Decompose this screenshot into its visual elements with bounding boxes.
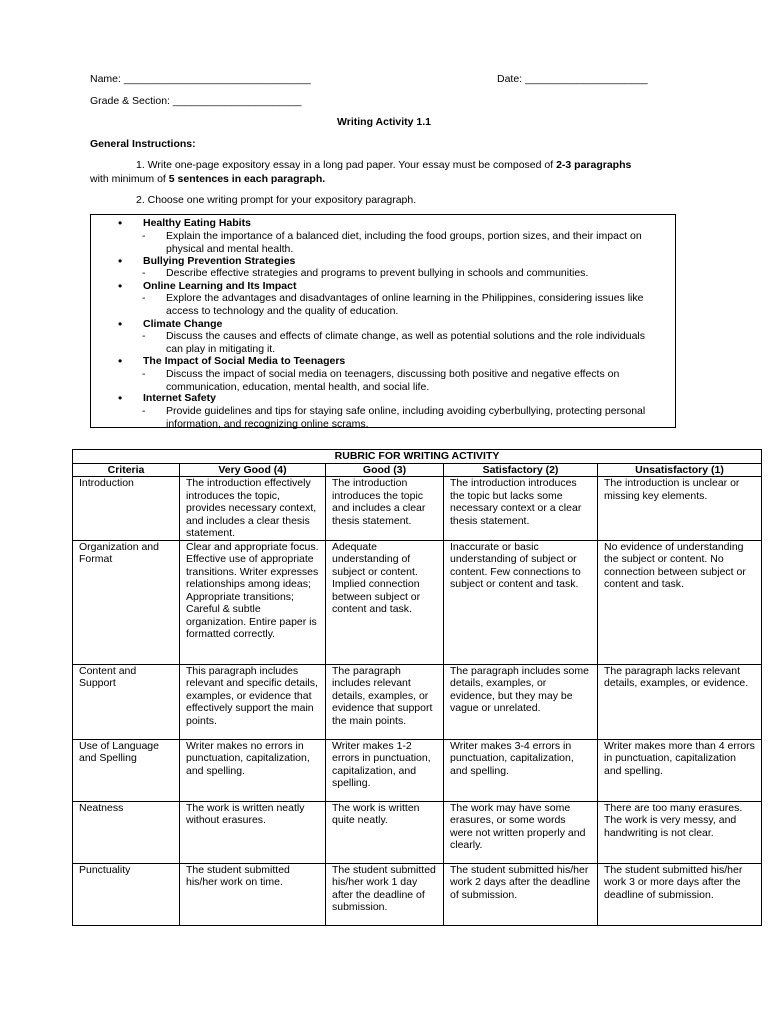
bullet-icon: • xyxy=(118,354,123,368)
table-row xyxy=(73,540,762,664)
name-field[interactable] xyxy=(90,73,311,86)
table-cell: The work is written quite neatly. xyxy=(326,801,444,863)
instruction-1-paragraphs: 2-3 paragraphs xyxy=(556,159,632,171)
prompt-description: Discuss the impact of social media on teenagers, discussing both positive and negative effects on communication, education, mental health, and social life. xyxy=(166,368,620,393)
bullet-icon: • xyxy=(118,254,123,268)
date-field[interactable] xyxy=(497,73,648,86)
table-cell: The paragraph lacks relevant details, examples, or evidence. xyxy=(598,664,762,739)
criteria-cell: Punctuality xyxy=(73,863,180,925)
grade-section-field[interactable] xyxy=(90,95,301,108)
table-cell: The introduction introduces the topic and includes a clear thesis statement. xyxy=(326,477,444,541)
table-cell: Adequate understanding of subject or content. Implied connection between subject or content and task. xyxy=(326,540,444,664)
page-title: Writing Activity 1.1 xyxy=(337,116,431,128)
dash-icon: - xyxy=(142,267,146,279)
dash-icon: - xyxy=(142,330,146,342)
dash-icon: - xyxy=(142,292,146,304)
rubric-title: RUBRIC FOR WRITING ACTIVITY xyxy=(73,450,762,464)
prompt-description: Explore the advantages and disadvantages of online learning in the Philippines, considering issues like access to technology and the quality of education. xyxy=(166,292,644,317)
prompt-description: Describe effective strategies and programs to prevent bullying in schools and communities. xyxy=(166,267,589,279)
name-line[interactable]: ________________________________ xyxy=(123,73,311,85)
table-cell: Writer makes more than 4 errors in punctuation, capitalization and spelling. xyxy=(598,739,762,801)
rubric-table xyxy=(72,449,762,926)
instruction-1-sentences: 5 sentences in each paragraph. xyxy=(168,173,326,185)
bullet-icon: • xyxy=(118,317,123,331)
grade-section-label: Grade & Section: xyxy=(90,95,173,107)
table-cell: Writer makes no errors in punctuation, capitalization, and spelling. xyxy=(180,739,326,801)
table-cell: The paragraph includes relevant details, examples, or evidence that support the main points. xyxy=(326,664,444,739)
table-cell: The work is written neatly without erasures. xyxy=(180,801,326,863)
instruction-1-cont-text: with minimum of xyxy=(90,173,169,185)
table-cell: The student submitted his/her work 3 or more days after the deadline of submission. xyxy=(598,863,762,925)
column-header: Satisfactory (2) xyxy=(444,463,598,477)
column-header: Criteria xyxy=(73,463,180,477)
table-cell: Inaccurate or basic understanding of subject or content. Few connections to subject or content and task. xyxy=(444,540,598,664)
criteria-cell: Use of Language and Spelling xyxy=(73,739,180,801)
bullet-icon: • xyxy=(118,216,123,230)
dash-icon: - xyxy=(142,368,146,380)
prompt-topic: Bullying Prevention Strategies xyxy=(143,255,296,267)
table-cell: No evidence of understanding the subject or content. No connection between subject or content and task. xyxy=(598,540,762,664)
date-label: Date: xyxy=(497,73,526,85)
prompt-description: Explain the importance of a balanced diet, including the food groups, portion sizes, and their impact on physical and mental health. xyxy=(166,230,642,255)
table-cell: This paragraph includes relevant and specific details, examples, or evidence that effectively support the main points. xyxy=(180,664,326,739)
prompt-topic: The Impact of Social Media to Teenagers xyxy=(143,355,346,367)
table-row xyxy=(73,664,762,739)
instruction-item-1 xyxy=(136,159,631,172)
column-header: Good (3) xyxy=(326,463,444,477)
criteria-cell: Neatness xyxy=(73,801,180,863)
instruction-item-2: 2. Choose one writing prompt for your expository paragraph. xyxy=(136,194,417,206)
table-row xyxy=(73,801,762,863)
table-cell: Writer makes 1-2 errors in punctuation, capitalization, and spelling. xyxy=(326,739,444,801)
criteria-cell: Organization and Format xyxy=(73,540,180,664)
table-cell: The work may have some erasures, or some words were not written properly and clearly. xyxy=(444,801,598,863)
column-header: Very Good (4) xyxy=(180,463,326,477)
prompt-topic: Healthy Eating Habits xyxy=(143,217,251,229)
grade-section-line[interactable]: ______________________ xyxy=(172,95,302,107)
table-cell: The student submitted his/her work 1 day after the deadline of submission. xyxy=(326,863,444,925)
criteria-cell: Introduction xyxy=(73,477,180,541)
bullet-icon: • xyxy=(118,391,123,405)
instructions-heading: General Instructions: xyxy=(90,138,196,150)
table-cell: The introduction effectively introduces the topic, provides necessary context, and includes a clear thesis statement. xyxy=(180,477,326,541)
table-cell: The student submitted his/her work on time. xyxy=(180,863,326,925)
prompt-description: Discuss the causes and effects of climate change, as well as potential solutions and the role individuals can play in mitigating it. xyxy=(166,330,645,355)
prompt-topic: Online Learning and Its Impact xyxy=(143,280,297,292)
instruction-1-text: 1. Write one-page expository essay in a long pad paper. Your essay must be composed of xyxy=(136,159,557,171)
table-cell: Writer makes 3-4 errors in punctuation, capitalization, and spelling. xyxy=(444,739,598,801)
table-cell: The student submitted his/her work 2 days after the deadline of submission. xyxy=(444,863,598,925)
table-row xyxy=(73,863,762,925)
table-cell: The paragraph includes some details, examples, or evidence, but they may be vague or unrelated. xyxy=(444,664,598,739)
dash-icon: - xyxy=(142,405,146,417)
table-row xyxy=(73,477,762,541)
criteria-cell: Content and Support xyxy=(73,664,180,739)
table-cell: The introduction introduces the topic but lacks some necessary context or a clear thesis statement. xyxy=(444,477,598,541)
table-cell: The introduction is unclear or missing key elements. xyxy=(598,477,762,541)
date-line[interactable]: _____________________ xyxy=(525,73,648,85)
instruction-item-1-cont xyxy=(90,173,325,186)
prompt-description: Provide guidelines and tips for staying safe online, including avoiding cyberbullying, protecting personal information, and recognizing online scrams. xyxy=(166,405,646,430)
table-cell: Clear and appropriate focus. Effective use of appropriate transitions. Writer expresses relationships among ideas; Appropriate transitions; Careful & subtle organization. Entire paper is formatted correctly. xyxy=(180,540,326,664)
prompt-topic: Internet Safety xyxy=(143,392,216,404)
bullet-icon: • xyxy=(118,279,123,293)
table-cell: There are too many erasures. The work is very messy, and handwriting is not clear. xyxy=(598,801,762,863)
rubric-header-row xyxy=(73,463,762,477)
dash-icon: - xyxy=(142,230,146,242)
name-label: Name: xyxy=(90,73,124,85)
column-header: Unsatisfactory (1) xyxy=(598,463,762,477)
prompt-topic: Climate Change xyxy=(143,318,223,330)
table-row xyxy=(73,739,762,801)
writing-prompts-box xyxy=(90,214,676,428)
